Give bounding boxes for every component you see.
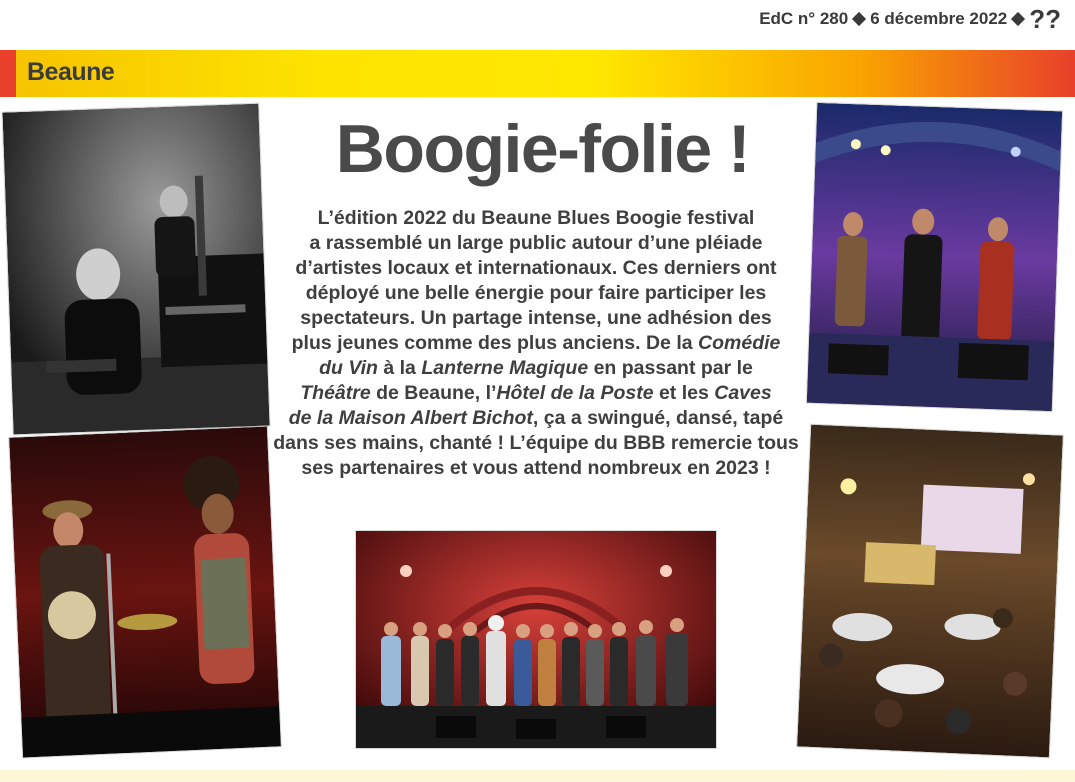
article-title: Boogie-folie ! — [335, 111, 750, 187]
section-band — [0, 50, 1075, 97]
photo-audience-room — [797, 425, 1063, 758]
photo-band-stage — [807, 103, 1062, 411]
photo-group-finale — [356, 531, 716, 748]
article-italic-text: Hôtel de la Poste — [496, 382, 654, 404]
article-line — [256, 206, 816, 231]
article-text: de Beaune, l’ — [370, 382, 497, 404]
article-line — [256, 406, 816, 431]
article-text: L’édition 2022 du Beaune Blues Boogie festival — [317, 207, 755, 229]
article-line — [256, 331, 816, 356]
article-text: d’artistes locaux et internationaux. Ces derniers ont — [295, 257, 777, 279]
diamond-icon — [1011, 12, 1025, 26]
issue-number: EdC n° 280 — [759, 9, 849, 28]
article-body — [256, 206, 816, 481]
article-text: spectateurs. Un partage intense, une adhésion des — [300, 307, 772, 329]
page-number: ?? — [1029, 4, 1061, 34]
article-line — [256, 356, 816, 381]
article-line — [256, 281, 816, 306]
article-italic-text: Lanterne Magique — [421, 357, 589, 379]
article-italic-text: Comédie — [698, 332, 781, 354]
article-line — [256, 431, 816, 456]
diamond-icon — [852, 12, 866, 26]
article-text: en passant par le — [588, 357, 753, 379]
article-text: et les — [653, 382, 715, 404]
article-italic-text: Théâtre — [300, 382, 371, 404]
article-text: dans ses mains, chanté ! L’équipe du BBB remercie tous — [273, 432, 799, 454]
article-line — [256, 456, 816, 481]
article-text: , ça a swingué, dansé, tapé — [532, 407, 784, 429]
article-line — [256, 381, 816, 406]
photo-singers — [9, 427, 281, 758]
article-text: a rassemblé un large public autour d’une pléiade — [309, 232, 763, 254]
issue-header — [759, 6, 1061, 32]
section-tab — [0, 50, 16, 97]
article-text: plus jeunes comme des plus anciens. De la — [291, 332, 699, 354]
article-italic-text: de la Maison Albert Bichot — [288, 407, 533, 429]
article-text: ses partenaires et vous attend nombreux en 2023 ! — [301, 457, 771, 479]
article-line — [256, 231, 816, 256]
article-text: déployé une belle énergie pour faire participer les — [305, 282, 767, 304]
article-line — [256, 256, 816, 281]
bottom-strip — [0, 770, 1075, 782]
issue-date: 6 décembre 2022 — [870, 9, 1008, 28]
photo-pianist — [2, 104, 269, 435]
section-title: Beaune — [27, 58, 115, 86]
article-italic-text: Caves — [714, 382, 772, 404]
article-text: à la — [377, 357, 422, 379]
article-italic-text: du Vin — [319, 357, 378, 379]
article-line — [256, 306, 816, 331]
